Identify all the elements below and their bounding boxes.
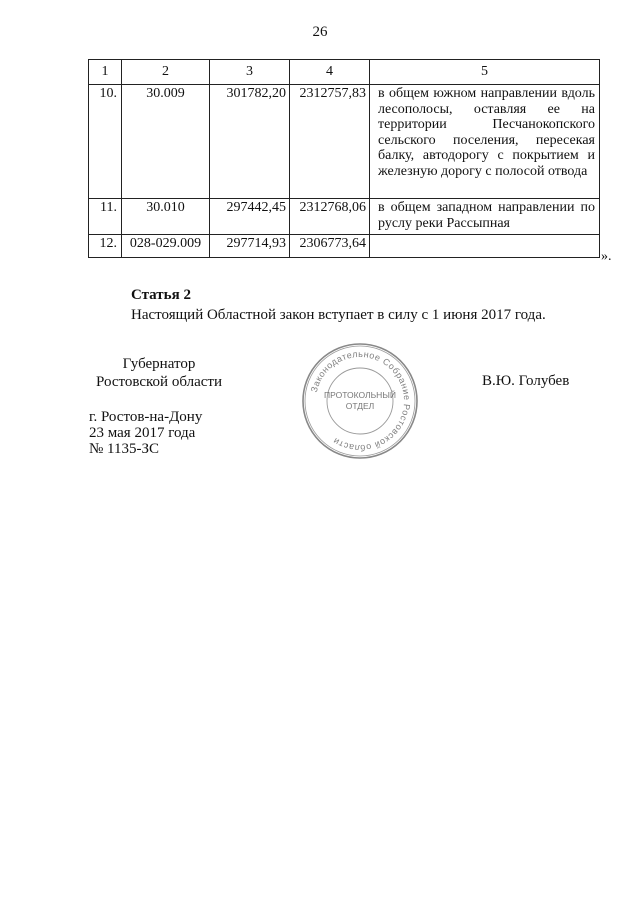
table-header-cell: 1 xyxy=(89,60,122,85)
seal-center-text: ОТДЕЛ xyxy=(345,401,375,411)
point-code-cell: 30.009 xyxy=(122,85,210,199)
row-number-cell: 11. xyxy=(89,199,122,235)
signatory-title xyxy=(89,355,229,391)
seal-ring-text: Законодательное Собрание Ростовской области xyxy=(308,348,413,454)
article-text: Настоящий Областной закон вступает в силу с 1 июня 2017 года. xyxy=(131,307,546,323)
table-header-cell: 4 xyxy=(290,60,370,85)
page-number: 26 xyxy=(312,24,328,40)
table-row xyxy=(89,235,600,258)
point-code-cell: 028-029.009 xyxy=(122,235,210,258)
law-number: № 1135-ЗС xyxy=(89,441,160,457)
description-cell: в общем западном направлении по руслу реки Рассыпная xyxy=(370,199,600,235)
signatory-title-line: Губернатор xyxy=(122,356,196,372)
coord-x-cell: 301782,20 xyxy=(210,85,290,199)
signatory-name: В.Ю. Голубев xyxy=(482,373,570,389)
seal-center-text: ПРОТОКОЛЬНЫЙ xyxy=(324,390,396,400)
article-title: Статья 2 xyxy=(131,287,191,303)
point-code-cell: 30.010 xyxy=(122,199,210,235)
coord-x-cell: 297442,45 xyxy=(210,199,290,235)
coord-y-cell: 2306773,64 xyxy=(290,235,370,258)
table-header-row xyxy=(89,60,600,85)
description-cell xyxy=(370,235,600,258)
table-row xyxy=(89,85,600,199)
description-cell: в общем южном направлении вдоль лесополосы, оставляя ее на территории Песчанокопского сельского поселения, пересекая балку, автодорогу с покрытием и железную дорогу с полосой отвода xyxy=(370,85,600,199)
city: г. Ростов-на-Дону xyxy=(89,409,203,425)
coord-y-cell: 2312768,06 xyxy=(290,199,370,235)
row-number-cell: 12. xyxy=(89,235,122,258)
coord-x-cell: 297714,93 xyxy=(210,235,290,258)
table-header-cell: 3 xyxy=(210,60,290,85)
signing-date: 23 мая 2017 года xyxy=(89,425,196,441)
coord-y-cell: 2312757,83 xyxy=(290,85,370,199)
official-seal-stamp xyxy=(300,341,420,461)
table-header-cell: 2 xyxy=(122,60,210,85)
signatory-title-line: Ростовской области xyxy=(96,374,222,390)
row-number-cell: 10. xyxy=(89,85,122,199)
table-row xyxy=(89,199,600,235)
place-and-date-block xyxy=(89,409,202,457)
table-header-cell: 5 xyxy=(370,60,600,85)
closing-quote-mark: ». xyxy=(601,249,612,264)
boundary-table xyxy=(88,59,600,258)
